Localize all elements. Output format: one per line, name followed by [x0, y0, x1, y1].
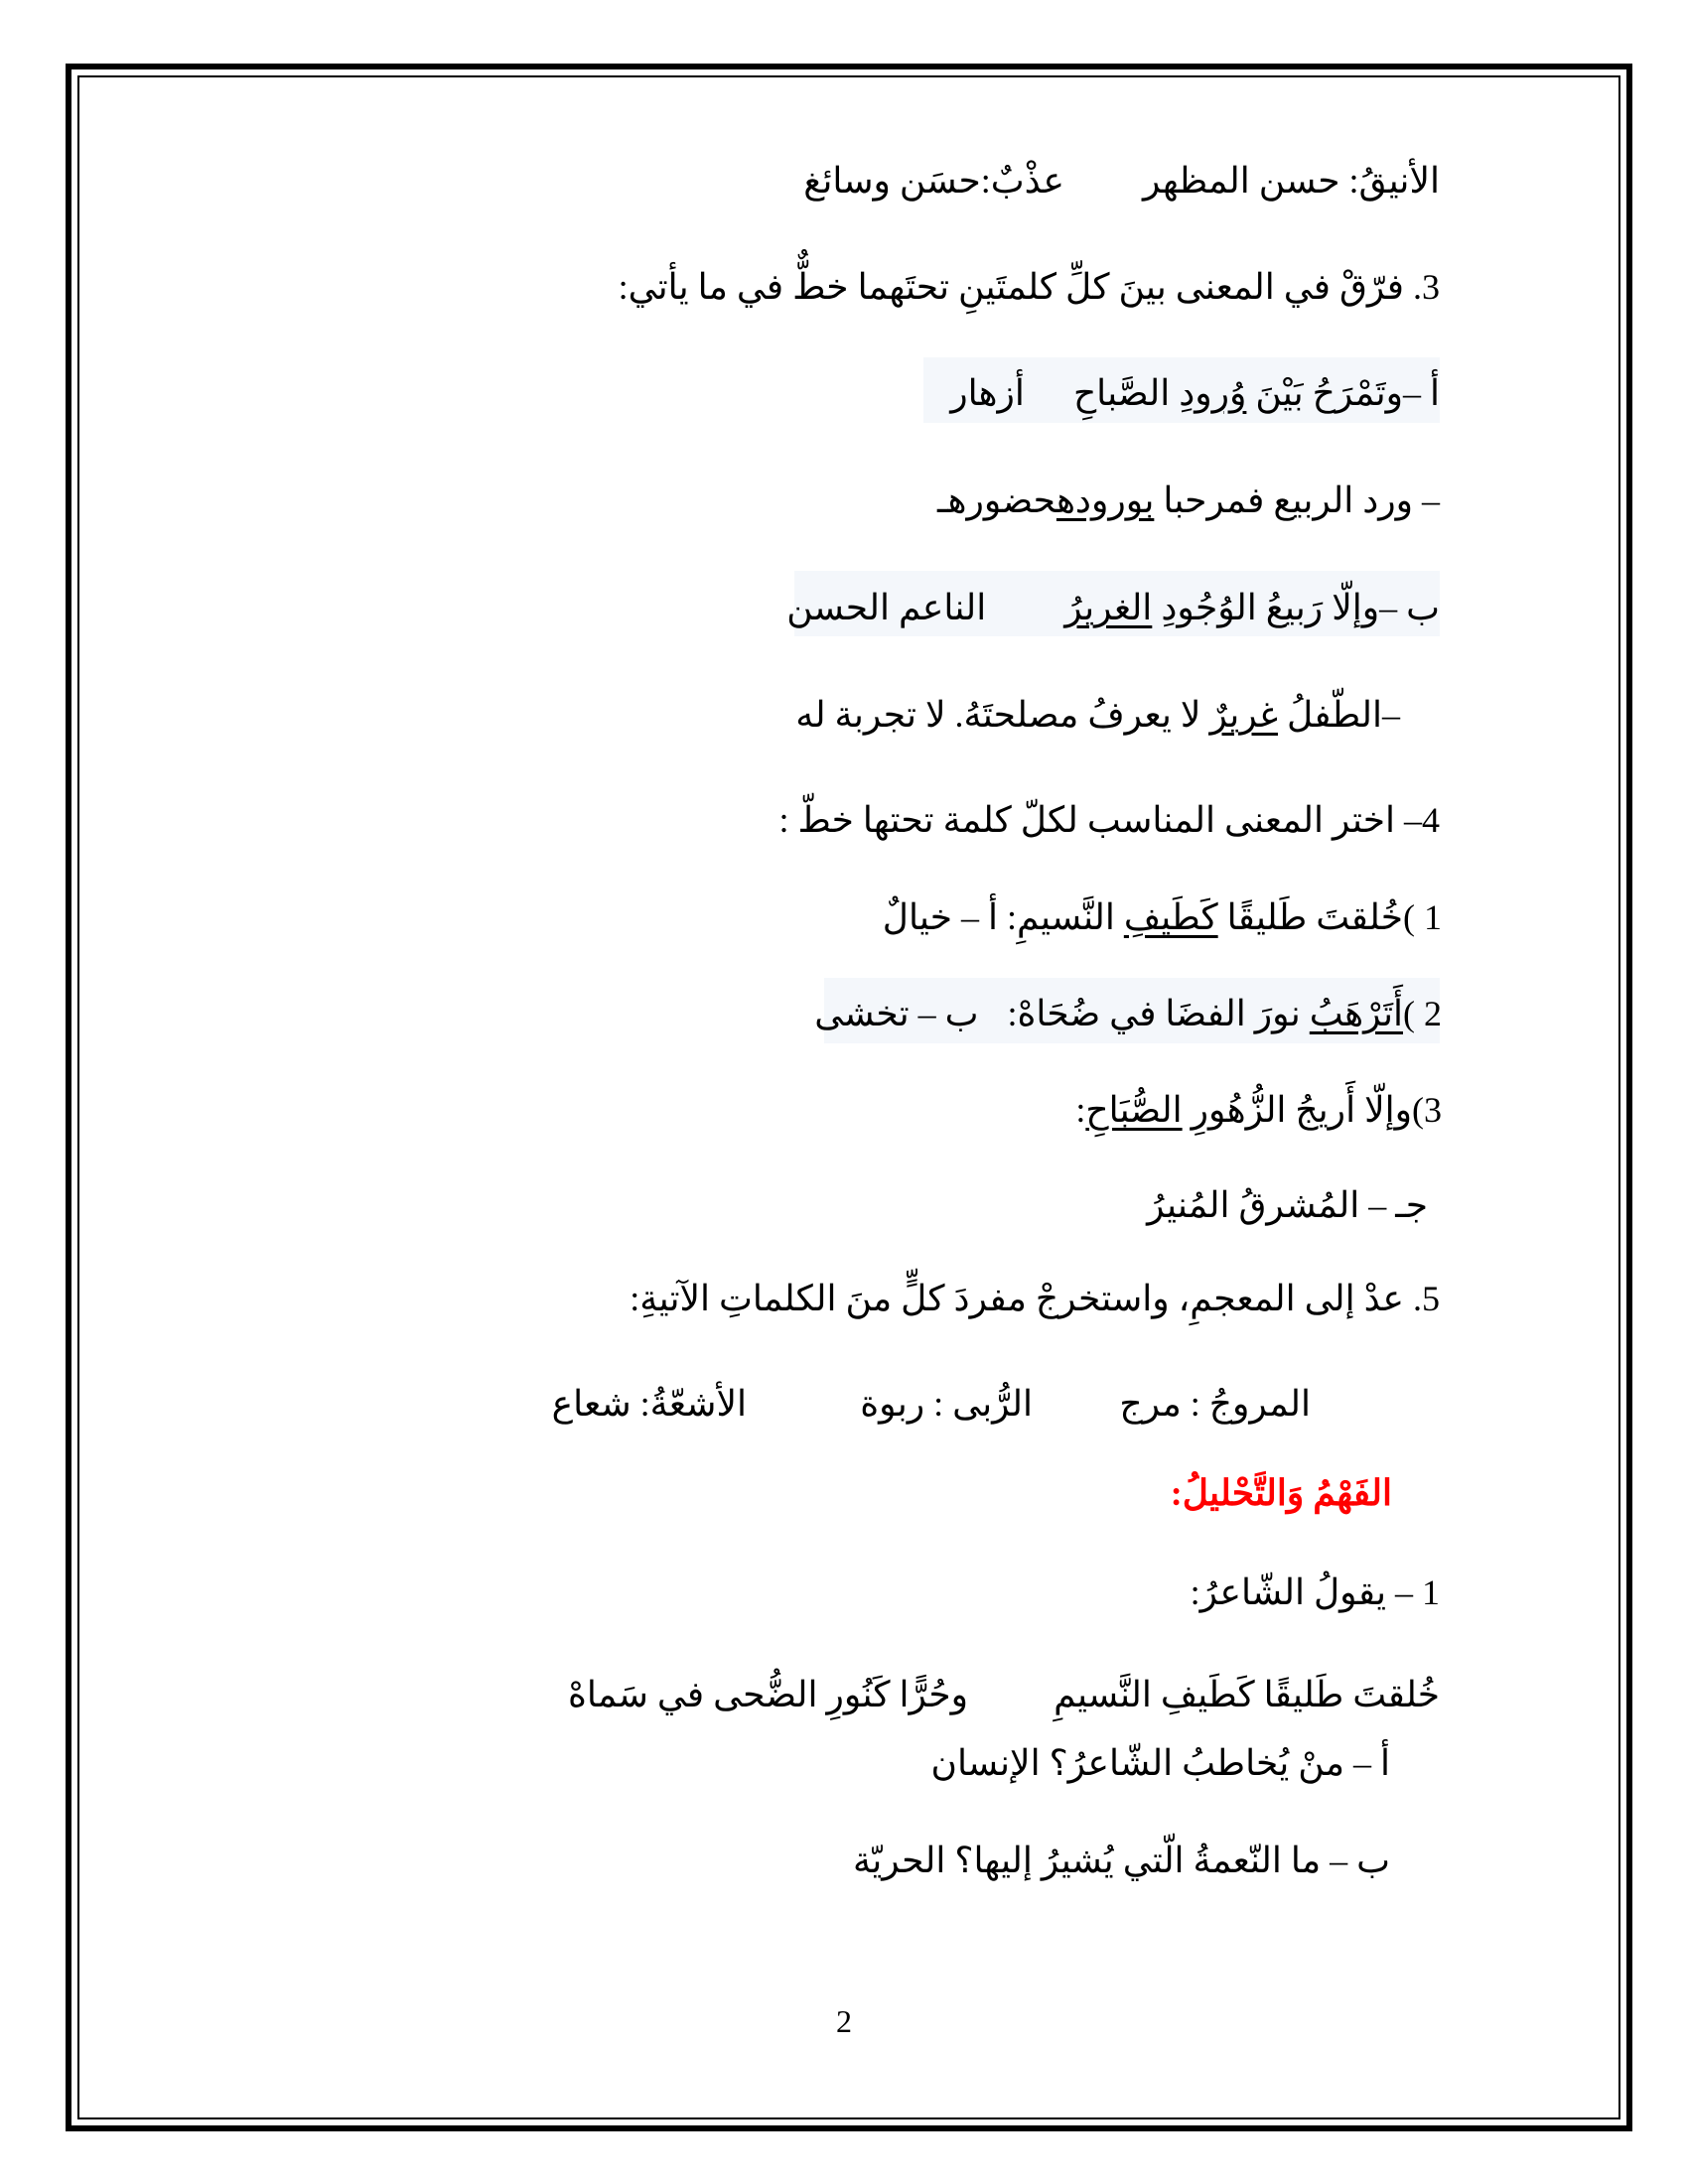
q4-1-number: 1 )	[1403, 897, 1442, 937]
q4-title: 4– اختر المعنى المناسب لكلّ كلمة تحتها خطّ :	[778, 800, 1440, 840]
q3a-prefix: أ –وتَمْرَحُ بَيْنَ	[1255, 373, 1440, 413]
q4-2-after: نورَ الفضَا في ضُحَاهْ:	[1007, 994, 1301, 1033]
comprehension-q1-title: 1 – يقولُ الشّاعرُ:	[1190, 1572, 1440, 1612]
q4-2-answer: ب – تخشى	[814, 994, 979, 1033]
q5-title: 5. عدْ إلى المعجمِ، واستخرجْ مفردَ كلٍّ منَ الكلماتِ الآتيةِ:	[630, 1279, 1440, 1318]
q4-1-answer: أ – خيالٌ	[882, 897, 999, 937]
q5-pair-3: الأشعّةُ: شعاع	[551, 1384, 747, 1424]
q3-item-a2	[937, 477, 1440, 524]
q3b2-underlined-word: غريرٌ	[1209, 695, 1279, 735]
verse-part-2: وحُرًّا كَنُورِ الضُّحى في سَماهْ	[568, 1675, 968, 1714]
vocab-meaning-2: حسَن وسائغ	[803, 161, 981, 201]
q3a-suffix: الصَّباحِ	[1072, 373, 1171, 413]
q3b-underlined-word: الغريرُ	[1064, 588, 1153, 627]
q4-3-number: 3)	[1412, 1090, 1442, 1130]
q4-1-underlined-word: كَطَيفِ	[1123, 897, 1218, 937]
q3b2-suffix: لا يعرفُ مصلحتَهُ. لا تجربة له	[795, 695, 1201, 735]
q4-3-after: :	[1075, 1090, 1086, 1130]
comprehension-qb: ب – ما النّعمةُ الّتي يُشيرُ إليها؟ الحريّة	[852, 1841, 1390, 1880]
q3a2-underlined-word: بوروده	[1055, 480, 1155, 520]
vocab-word-1: الأنيقُ:	[1348, 161, 1440, 201]
vocab-meaning-1: حسن المظهر	[1143, 161, 1340, 201]
q4-2-number: 2 )	[1403, 994, 1442, 1033]
verse-part-1: خُلقتَ طَليقًا كَطَيفِ النَّسيمِ	[1054, 1675, 1440, 1714]
comprehension-heading: الفَهْمُ وَالتَّحْليلُ:	[1170, 1473, 1392, 1513]
q4-item-3	[1075, 1086, 1442, 1134]
q4-item-2	[814, 990, 1442, 1037]
q4-3-before: وإلّا أَريجُ الزُّهُورِ	[1191, 1090, 1412, 1130]
q5-pair-1: المروجُ : مرج	[1119, 1384, 1311, 1424]
q4-3-underlined-word: الصُّبَاحِ	[1085, 1090, 1183, 1130]
q3-item-a	[950, 369, 1440, 417]
q5-pair-2: الرُّبى : ربوة	[860, 1384, 1033, 1424]
q4-1-after: النَّسيمِ:	[1007, 897, 1115, 937]
q3b2-prefix: –الطّفلُ	[1287, 695, 1400, 735]
q3b-answer: الناعم الحسن	[786, 588, 987, 627]
q3b-prefix: ب –وإلّا رَبيعُ الوُجُودِ	[1161, 588, 1440, 627]
q4-1-before: خُلقتَ طَليقًا	[1226, 897, 1403, 937]
q4-item-3-answer: جـ – المُشرقُ المُنيرُ	[1147, 1185, 1428, 1225]
page-number: 2	[836, 2003, 852, 2039]
q3a2-suffix: حضورهـ	[936, 480, 1056, 520]
vocab-word-2: عذْبٌ:	[980, 161, 1064, 201]
q3-title: 3. فرّقْ في المعنى بينَ كلِّ كلمتَينِ تحتَهما خطٌّ في ما يأتي:	[618, 267, 1440, 307]
q3-item-b	[786, 584, 1440, 631]
q3a2-prefix: – ورد الربيع فمرحبا	[1163, 480, 1440, 520]
q3a-answer: أزهار	[950, 373, 1025, 413]
q4-2-underlined-word: أَتَرْهَبُ	[1309, 994, 1403, 1033]
q4-item-1	[883, 893, 1442, 941]
comprehension-qa: أ – منْ يُخاطبُ الشّاعرُ؟ الإنسان	[930, 1743, 1390, 1783]
vocab-line	[803, 157, 1440, 205]
q3a-underlined-word: وُرودِ	[1179, 373, 1247, 413]
q3-item-b2	[795, 691, 1400, 739]
